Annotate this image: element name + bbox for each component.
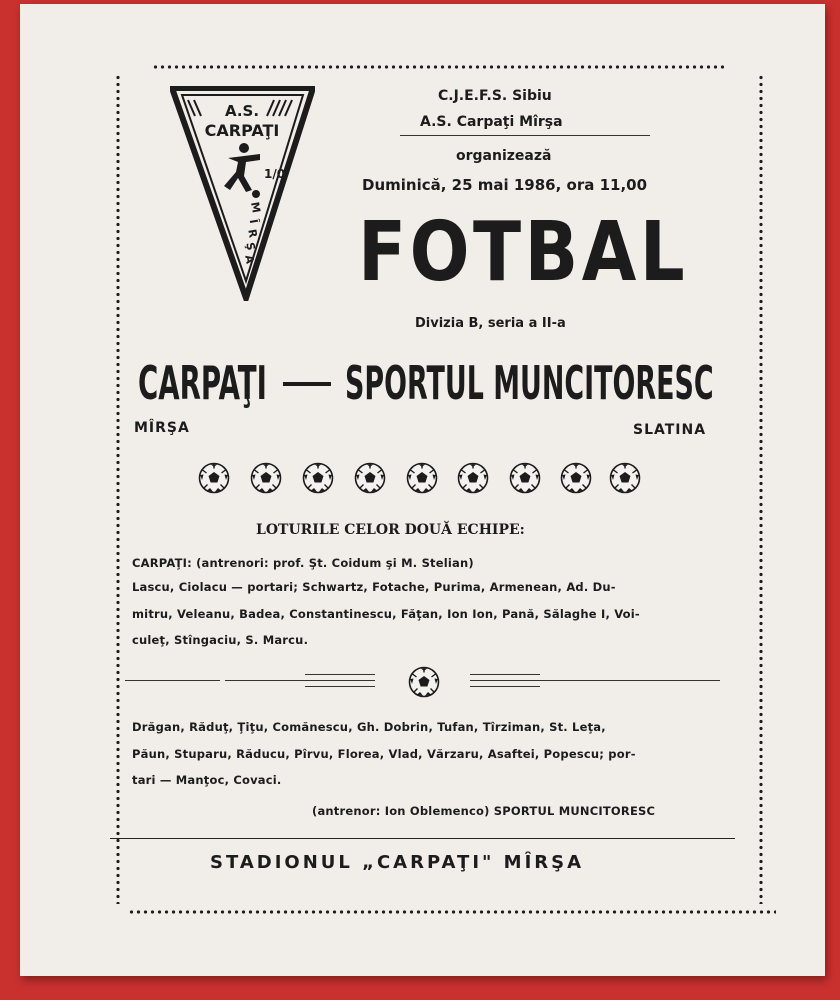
- away-coach: (antrenor: Ion Oblemenco) SPORTUL MUNCITORESC: [312, 804, 656, 818]
- home-coaches: CARPAŢI: (antrenori: prof. Şt. Coidum şi M. Stelian): [132, 556, 474, 570]
- football-icon: [408, 666, 440, 698]
- football-icon: [560, 462, 592, 494]
- dotted-border-bottom: [128, 909, 776, 915]
- svg-text:A: A: [242, 254, 257, 265]
- svg-text:M: M: [248, 200, 263, 214]
- club-pennant-logo: [170, 86, 315, 301]
- football-icon: [302, 462, 334, 494]
- home-squad-line: Lascu, Ciolacu — portari; Schwartz, Fotache, Purima, Armenean, Ad. Du-: [132, 580, 616, 594]
- pennant-icon: [170, 86, 315, 301]
- svg-text:1/0: 1/0: [264, 167, 286, 181]
- versus-dash: [283, 382, 331, 386]
- away-city: SLATINA: [633, 422, 707, 438]
- football-row: [198, 462, 648, 498]
- match-date: Duminică, 25 mai 1986, ora 11,00: [362, 176, 648, 194]
- stadium-name: STADIONUL „CARPAŢI" MÎRŞA: [210, 852, 585, 873]
- organizer-line-2: A.S. Carpaţi Mîrşa: [420, 114, 563, 130]
- division-label: Divizia B, seria a II-a: [415, 316, 566, 331]
- away-team: SPORTUL MUNCITORESC: [345, 356, 714, 410]
- squads-heading: LOTURILE CELOR DOUĂ ECHIPE:: [256, 522, 525, 538]
- football-icon: [609, 462, 641, 494]
- divider-line: [470, 674, 540, 675]
- stadium-rule: [110, 838, 735, 839]
- divider-line: [225, 680, 375, 681]
- football-icon: [457, 462, 489, 494]
- football-icon: [406, 462, 438, 494]
- football-icon: [250, 462, 282, 494]
- dotted-border-right: [758, 74, 764, 904]
- logo-line1: A.S.: [224, 102, 260, 120]
- organizer-rule: [400, 135, 650, 136]
- divider-line: [470, 680, 720, 681]
- football-icon: [509, 462, 541, 494]
- divider-line: [305, 674, 375, 675]
- svg-text:Î: Î: [246, 218, 261, 225]
- away-squad-line: tari — Manţoc, Covaci.: [132, 773, 282, 787]
- divider-line: [125, 680, 220, 681]
- home-squad-line: mitru, Veleanu, Badea, Constantinescu, Făţan, Ion Ion, Pană, Sălaghe I, Voi-: [132, 607, 640, 621]
- dotted-border-left: [115, 74, 121, 904]
- footballer-icon: [224, 143, 260, 198]
- dotted-border-top: [152, 64, 724, 70]
- organizer-line-1: C.J.E.F.S. Sibiu: [438, 88, 552, 104]
- home-city: MÎRŞA: [134, 420, 190, 436]
- away-squad-line: Păun, Stuparu, Răducu, Pîrvu, Florea, Vlad, Vărzaru, Asaftei, Popescu; por-: [132, 747, 636, 761]
- football-icon: [198, 462, 230, 494]
- away-squad-line: Drăgan, Răduţ, Ţiţu, Comănescu, Gh. Dobrin, Tufan, Tîrziman, St. Leţa,: [132, 720, 606, 734]
- home-squad-line: culeţ, Stîngaciu, S. Marcu.: [132, 633, 309, 647]
- divider-line: [470, 686, 540, 687]
- logo-line2: CARPAŢI: [204, 121, 280, 140]
- page-title: FOTBAL: [358, 205, 689, 300]
- svg-text:R: R: [245, 228, 260, 239]
- home-team: CARPAŢI: [138, 356, 267, 410]
- organizes-label: organizează: [456, 148, 552, 164]
- divider-line: [305, 686, 375, 687]
- svg-text:Ş: Ş: [243, 241, 258, 252]
- football-icon: [354, 462, 386, 494]
